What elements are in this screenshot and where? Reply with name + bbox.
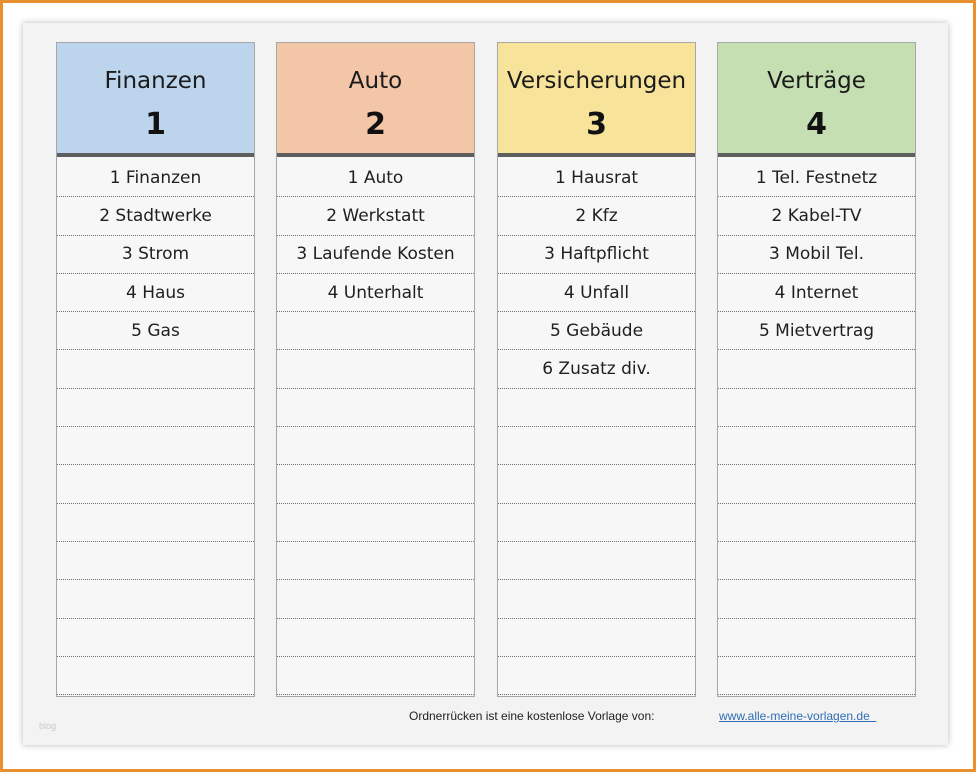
list-item xyxy=(498,657,695,695)
list-item: 4 Unterhalt xyxy=(277,274,474,312)
list-item xyxy=(277,312,474,350)
list-item xyxy=(718,657,915,695)
list-item: 5 Mietvertrag xyxy=(718,312,915,350)
spine-header-2 xyxy=(277,43,474,157)
list-item xyxy=(498,427,695,465)
spine-label-2 xyxy=(276,42,475,697)
spine-number: 1 xyxy=(145,107,166,142)
list-item xyxy=(718,619,915,657)
list-item xyxy=(277,350,474,388)
list-item xyxy=(277,619,474,657)
list-item xyxy=(718,580,915,618)
list-item: 5 Gebäude xyxy=(498,312,695,350)
list-item xyxy=(57,542,254,580)
list-item xyxy=(277,580,474,618)
watermark: blog xyxy=(39,721,57,731)
spine-header-3 xyxy=(498,43,695,157)
list-item: 4 Internet xyxy=(718,274,915,312)
list-item xyxy=(718,504,915,542)
list-item: 2 Kabel-TV xyxy=(718,197,915,235)
list-item: 3 Mobil Tel. xyxy=(718,236,915,274)
list-item: 6 Zusatz div. xyxy=(498,350,695,388)
list-item xyxy=(498,542,695,580)
list-item xyxy=(57,465,254,503)
list-item: 2 Kfz xyxy=(498,197,695,235)
list-item xyxy=(57,619,254,657)
list-item xyxy=(277,465,474,503)
spine-rows xyxy=(498,159,695,695)
list-item: 3 Strom xyxy=(57,236,254,274)
list-item: 1 Finanzen xyxy=(57,159,254,197)
list-item: 1 Tel. Festnetz xyxy=(718,159,915,197)
spine-title: Versicherungen xyxy=(506,68,687,94)
spine-label-4 xyxy=(717,42,916,697)
list-item xyxy=(498,465,695,503)
list-item xyxy=(718,465,915,503)
list-item: 4 Haus xyxy=(57,274,254,312)
list-item xyxy=(498,389,695,427)
spine-title: Auto xyxy=(348,68,403,94)
spine-rows xyxy=(718,159,915,695)
list-item: 1 Auto xyxy=(277,159,474,197)
list-item xyxy=(57,657,254,695)
spine-number: 3 xyxy=(586,107,607,142)
list-item: 4 Unfall xyxy=(498,274,695,312)
spine-rows xyxy=(277,159,474,695)
list-item xyxy=(718,350,915,388)
list-item xyxy=(57,580,254,618)
spine-header-4 xyxy=(718,43,915,157)
list-item xyxy=(277,542,474,580)
spine-label-sheet xyxy=(23,23,948,745)
list-item xyxy=(718,427,915,465)
footer-text: Ordnerrücken ist eine kostenlose Vorlage von: xyxy=(409,709,655,723)
list-item xyxy=(277,657,474,695)
spine-label-3 xyxy=(497,42,696,697)
spine-rows xyxy=(57,159,254,695)
website-link[interactable]: www.alle-meine-vorlagen.de xyxy=(719,709,877,723)
list-item xyxy=(57,504,254,542)
list-item xyxy=(498,504,695,542)
list-item xyxy=(277,504,474,542)
list-item: 3 Haftpflicht xyxy=(498,236,695,274)
list-item: 1 Hausrat xyxy=(498,159,695,197)
list-item: 5 Gas xyxy=(57,312,254,350)
list-item xyxy=(277,389,474,427)
spine-number: 2 xyxy=(365,107,386,142)
spine-label-1 xyxy=(56,42,255,697)
list-item: 2 Werkstatt xyxy=(277,197,474,235)
list-item xyxy=(277,427,474,465)
spine-header-1 xyxy=(57,43,254,157)
list-item: 2 Stadtwerke xyxy=(57,197,254,235)
list-item xyxy=(718,542,915,580)
list-item xyxy=(498,619,695,657)
spine-number: 4 xyxy=(806,107,827,142)
list-item xyxy=(498,580,695,618)
list-item: 3 Laufende Kosten xyxy=(277,236,474,274)
list-item xyxy=(57,427,254,465)
list-item xyxy=(57,389,254,427)
list-item xyxy=(57,350,254,388)
spine-title: Verträge xyxy=(767,68,866,94)
spine-title: Finanzen xyxy=(104,68,207,94)
list-item xyxy=(718,389,915,427)
